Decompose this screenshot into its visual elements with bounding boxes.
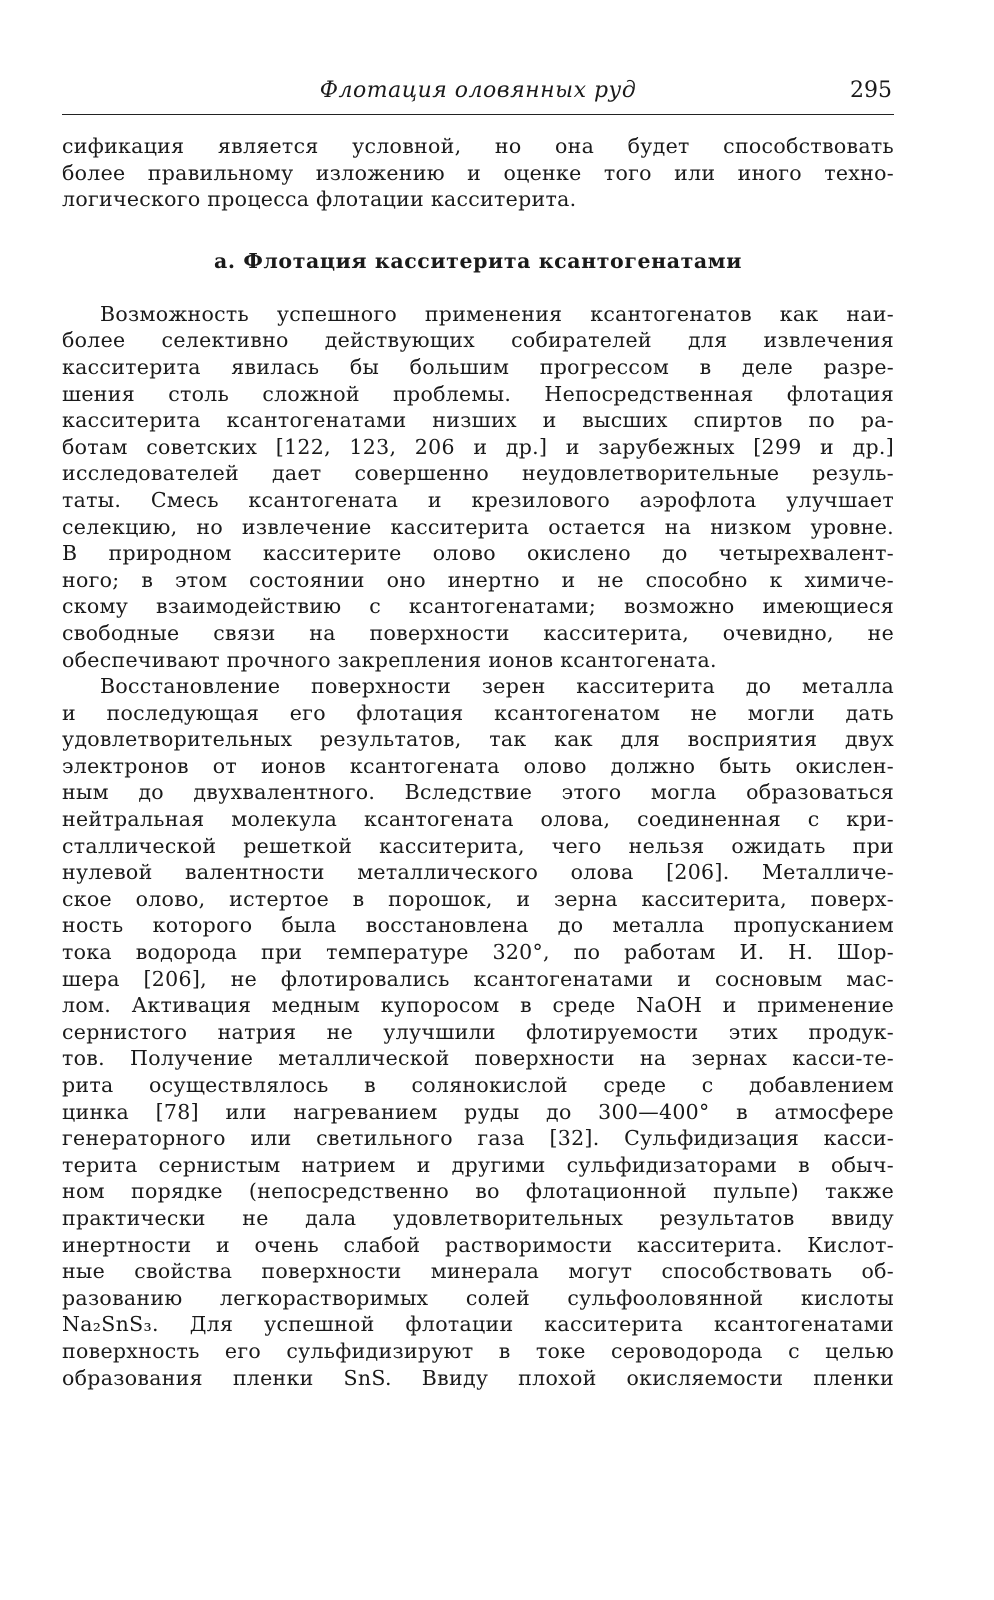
text-line: ское олово, истертое в порошок, и зерна касситерита, поверх- [62,886,894,911]
text-line: исследователей дает совершенно неудовлетворительные резуль- [62,461,894,486]
text-line: ные свойства поверхности минерала могут способствовать об- [62,1259,894,1284]
text-line: нулевой валентности металлического олова [206]. Металличе- [62,860,894,885]
text-line: Возможность успешного применения ксантогенатов как наи- [100,301,894,326]
text-line: шера [206], не флотировались ксантогенатами и сосновым мас- [62,966,894,991]
text-line: нейтральная молекула ксантогената олова, соединенная с кри- [62,807,894,832]
page-number: 295 [850,78,892,103]
text-line: электронов от ионов ксантогената олово должно быть окислен- [62,753,894,778]
text-line: тока водорода при температуре 320°, по работам И. Н. Шор- [62,940,894,965]
text-line: свободные связи на поверхности касситерита, очевидно, не [62,620,894,645]
text-line: селекцию, но извлечение касситерита остается на низком уровне. [62,514,894,539]
text-line: В природном касситерите олово окислено до четырехвалент- [62,541,894,566]
text-line: удовлетворительных результатов, так как для восприятия двух [62,727,894,752]
text-line: Восстановление поверхности зерен касситерита до металла [100,674,894,699]
text-line: более селективно действующих собирателей для извлечения [62,328,894,353]
text-line: ного; в этом состоянии оно инертно и не способно к химиче- [62,567,894,592]
text-line: ботам советских [122, 123, 206 и др.] и зарубежных [299 и др.] [62,434,894,459]
text-line: шения столь сложной проблемы. Непосредственная флотация [62,381,894,406]
text-line: касситерита ксантогенатами низших и высших спиртов по ра- [62,408,894,433]
text-line: сификация является условной, но она будет способствовать [62,134,894,158]
text-line: тов. Получение металлической поверхности на зернах касси-те- [62,1046,894,1071]
text-line: касситерита явилась бы большим прогрессом в деле разре- [62,354,894,379]
section-heading: а. Флотация касситерита ксантогенатами [213,248,743,273]
text-line: разованию легкорастворимых солей сульфооловянной кислоты [62,1285,894,1310]
text-line: цинка [78] или нагреванием руды до 300—400° в атмосфере [62,1099,894,1124]
text-line: скому взаимодействию с ксантогенатами; возможно имеющиеся [62,594,894,619]
text-line: практически не дала удовлетворительных результатов ввиду [62,1205,894,1230]
text-line: поверхность его сульфидизируют в токе сероводорода с целью [62,1338,894,1363]
text-line: генераторного или светильного газа [32]. Сульфидизация касси- [62,1126,894,1151]
text-line: инертности и очень слабой растворимости касситерита. Кислот- [62,1232,894,1257]
running-title: Флотация оловянных руд [319,78,637,103]
text-line: сернистого натрия не улучшили флотируемости этих продук- [62,1019,894,1044]
text-line: и последующая его флотация ксантогенатом не могли дать [62,700,894,725]
text-line: ность которого была восстановлена до металла пропусканием [62,913,894,938]
intro-paragraph [62,133,894,213]
text-line: обеспечивают прочного закрепления ионов ксантогената. [62,647,717,672]
text-line: Na₂SnS₃. Для успешной флотации касситерита ксантогенатами [62,1312,894,1337]
text-line: ном порядке (непосредственно во флотационной пульпе) также [62,1179,894,1204]
paragraph-1 [62,301,894,673]
text-line: более правильному изложению и оценке того или иного техно- [62,160,894,185]
header-rule [62,114,894,115]
paragraph-2 [62,673,894,1391]
text-line: логического процесса флотации касситерита. [62,187,577,212]
text-line: терита сернистым натрием и другими сульфидизаторами в обыч- [62,1152,894,1177]
text-line: лом. Активация медным купоросом в среде NaOH и применение [62,993,894,1018]
text-line: рита осуществлялось в солянокислой среде с добавлением [62,1073,894,1097]
page [62,78,894,1391]
text-line: сталлической решеткой касситерита, чего нельзя ожидать при [62,833,894,858]
running-head [62,78,894,114]
text-line: ным до двухвалентного. Вследствие этого могла образоваться [62,780,894,805]
text-line: образования пленки SnS. Ввиду плохой окисляемости пленки [62,1365,894,1390]
text-line: таты. Смесь ксантогената и крезилового аэрофлота улучшает [62,487,894,512]
